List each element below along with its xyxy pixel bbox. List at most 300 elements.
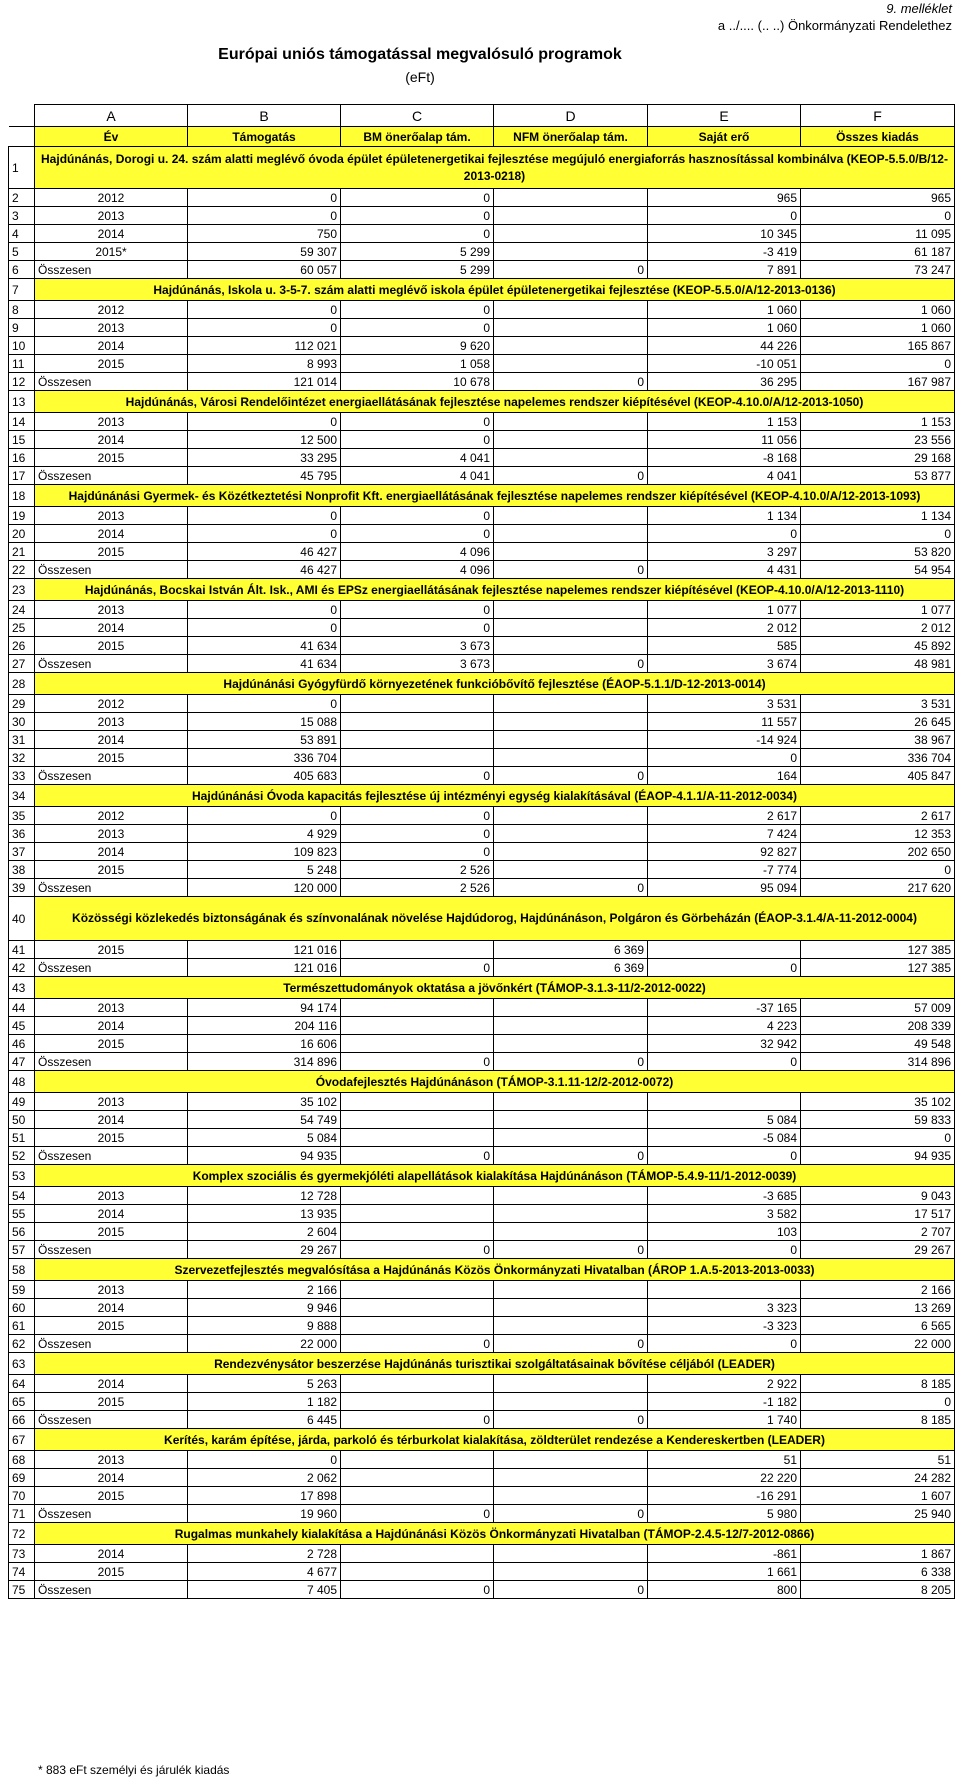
cell-bm: 0: [341, 525, 494, 543]
cell-year: 2014: [35, 619, 188, 637]
cell-total: 405 847: [801, 767, 955, 785]
cell-nfm: [494, 189, 648, 207]
row-number: 43: [9, 977, 35, 999]
cell-support: 1 182: [188, 1393, 341, 1411]
project-title: Rugalmas munkahely kialakítása a Hajdúnánási Közös Önkormányzati Hivatalban (TÁMOP-2.4.5-12/7-2012-0866): [35, 1523, 955, 1545]
cell-own: 2 617: [648, 807, 801, 825]
cell-bm: 0: [341, 825, 494, 843]
cell-support: 0: [188, 601, 341, 619]
cell-total: 0: [801, 207, 955, 225]
cell-own: -10 051: [648, 355, 801, 373]
cell-total: 54 954: [801, 561, 955, 579]
table-row: [9, 1335, 955, 1353]
cell-year: Összesen: [35, 655, 188, 673]
cell-bm: [341, 1187, 494, 1205]
col-label-nfm: NFM önerőalap tám.: [494, 127, 648, 147]
cell-support: 17 898: [188, 1487, 341, 1505]
cell-support: 94 935: [188, 1147, 341, 1165]
annex-label: 9. melléklet: [886, 1, 952, 16]
column-label-row: [9, 127, 955, 147]
cell-nfm: [494, 1563, 648, 1581]
cell-support: 750: [188, 225, 341, 243]
cell-nfm: 0: [494, 261, 648, 279]
row-number: 9: [9, 319, 35, 337]
table-row: [9, 1111, 955, 1129]
cell-year: Összesen: [35, 261, 188, 279]
row-number: 6: [9, 261, 35, 279]
project-title-row: [9, 279, 955, 301]
cell-support: 8 993: [188, 355, 341, 373]
cell-total: 1 607: [801, 1487, 955, 1505]
cell-total: 45 892: [801, 637, 955, 655]
cell-total: 13 269: [801, 1299, 955, 1317]
cell-own: [648, 1281, 801, 1299]
table-row: [9, 413, 955, 431]
cell-own: 965: [648, 189, 801, 207]
cell-own: 1 661: [648, 1563, 801, 1581]
cell-year: 2013: [35, 207, 188, 225]
cell-support: 4 929: [188, 825, 341, 843]
table-row: [9, 999, 955, 1017]
cell-bm: 5 299: [341, 243, 494, 261]
cell-bm: 5 299: [341, 261, 494, 279]
cell-bm: [341, 695, 494, 713]
row-number: 36: [9, 825, 35, 843]
cell-year: 2015: [35, 1035, 188, 1053]
cell-support: 9 946: [188, 1299, 341, 1317]
cell-nfm: 0: [494, 1053, 648, 1071]
col-label-bm: BM önerőalap tám.: [341, 127, 494, 147]
row-number: 59: [9, 1281, 35, 1299]
cell-year: 2013: [35, 1187, 188, 1205]
cell-own: 36 295: [648, 373, 801, 391]
cell-bm: [341, 1223, 494, 1241]
cell-support: 2 062: [188, 1469, 341, 1487]
cell-bm: [341, 1093, 494, 1111]
row-number: 45: [9, 1017, 35, 1035]
table-row: [9, 1393, 955, 1411]
table-row: [9, 695, 955, 713]
cell-support: 2 728: [188, 1545, 341, 1563]
cell-support: 19 960: [188, 1505, 341, 1523]
cell-support: 45 795: [188, 467, 341, 485]
row-number: 47: [9, 1053, 35, 1071]
project-title-row: [9, 785, 955, 807]
row-number: 7: [9, 279, 35, 301]
table-row: [9, 1241, 955, 1259]
cell-total: 127 385: [801, 959, 955, 977]
cell-nfm: 0: [494, 467, 648, 485]
cell-total: 314 896: [801, 1053, 955, 1071]
cell-bm: 0: [341, 189, 494, 207]
cell-year: Összesen: [35, 767, 188, 785]
cell-total: 59 833: [801, 1111, 955, 1129]
row-number: 63: [9, 1353, 35, 1375]
cell-nfm: 0: [494, 373, 648, 391]
table-row: [9, 525, 955, 543]
cell-nfm: [494, 525, 648, 543]
cell-own: 0: [648, 1053, 801, 1071]
cell-year: 2014: [35, 337, 188, 355]
row-number: 3: [9, 207, 35, 225]
cell-nfm: [494, 843, 648, 861]
cell-year: 2015: [35, 637, 188, 655]
cell-nfm: [494, 1187, 648, 1205]
cell-total: 0: [801, 861, 955, 879]
unit-label: (eFt): [405, 69, 435, 85]
cell-total: 48 981: [801, 655, 955, 673]
project-title-row: [9, 147, 955, 189]
cell-total: 35 102: [801, 1093, 955, 1111]
row-number: 68: [9, 1451, 35, 1469]
cell-bm: 0: [341, 507, 494, 525]
cell-support: 0: [188, 319, 341, 337]
cell-bm: 10 678: [341, 373, 494, 391]
cell-total: 29 168: [801, 449, 955, 467]
cell-year: 2013: [35, 1281, 188, 1299]
cell-total: 73 247: [801, 261, 955, 279]
cell-nfm: [494, 1451, 648, 1469]
cell-bm: 0: [341, 1505, 494, 1523]
row-number: 67: [9, 1429, 35, 1451]
table-row: [9, 1147, 955, 1165]
cell-support: 0: [188, 301, 341, 319]
project-title-row: [9, 391, 955, 413]
cell-own: 0: [648, 749, 801, 767]
row-number: 38: [9, 861, 35, 879]
table-row: [9, 713, 955, 731]
cell-own: 1 153: [648, 413, 801, 431]
cell-total: 11 095: [801, 225, 955, 243]
cell-support: 0: [188, 413, 341, 431]
cell-total: 6 565: [801, 1317, 955, 1335]
cell-nfm: [494, 1487, 648, 1505]
cell-bm: 2 526: [341, 879, 494, 897]
cell-support: 0: [188, 207, 341, 225]
column-letter-row: [9, 105, 955, 127]
cell-own: 92 827: [648, 843, 801, 861]
table-row: [9, 261, 955, 279]
cell-year: 2012: [35, 301, 188, 319]
cell-support: 204 116: [188, 1017, 341, 1035]
cell-own: 1 077: [648, 601, 801, 619]
table-row: [9, 337, 955, 355]
cell-bm: 4 096: [341, 561, 494, 579]
cell-nfm: [494, 825, 648, 843]
cell-nfm: [494, 713, 648, 731]
project-title-row: [9, 1353, 955, 1375]
row-number: 71: [9, 1505, 35, 1523]
table-row: [9, 301, 955, 319]
cell-year: Összesen: [35, 467, 188, 485]
cell-bm: 4 041: [341, 467, 494, 485]
cell-own: 0: [648, 1147, 801, 1165]
cell-support: 9 888: [188, 1317, 341, 1335]
row-number: 64: [9, 1375, 35, 1393]
project-title-row: [9, 1259, 955, 1281]
cell-nfm: [494, 749, 648, 767]
cell-bm: [341, 999, 494, 1017]
cell-nfm: [494, 637, 648, 655]
cell-total: 1 134: [801, 507, 955, 525]
table-row: [9, 655, 955, 673]
row-number: 60: [9, 1299, 35, 1317]
cell-nfm: [494, 449, 648, 467]
cell-bm: 0: [341, 619, 494, 637]
cell-total: 61 187: [801, 243, 955, 261]
cell-own: 3 323: [648, 1299, 801, 1317]
table-row: [9, 1581, 955, 1599]
row-number: 66: [9, 1411, 35, 1429]
row-number: 65: [9, 1393, 35, 1411]
cell-bm: [341, 1111, 494, 1129]
cell-year: 2015: [35, 543, 188, 561]
cell-bm: [341, 1281, 494, 1299]
cell-year: 2014: [35, 1111, 188, 1129]
cell-total: 202 650: [801, 843, 955, 861]
cell-nfm: [494, 1035, 648, 1053]
row-number: 14: [9, 413, 35, 431]
cell-own: 32 942: [648, 1035, 801, 1053]
cell-own: -8 168: [648, 449, 801, 467]
row-number: 5: [9, 243, 35, 261]
cell-year: Összesen: [35, 373, 188, 391]
cell-total: 38 967: [801, 731, 955, 749]
cell-bm: 0: [341, 207, 494, 225]
cell-own: 95 094: [648, 879, 801, 897]
cell-total: 127 385: [801, 941, 955, 959]
row-number: 24: [9, 601, 35, 619]
cell-nfm: [494, 319, 648, 337]
cell-bm: 0: [341, 767, 494, 785]
table-row: [9, 1375, 955, 1393]
project-title: Hajdúnánás, Dorogi u. 24. szám alatti meglévő óvoda épület épületenergetikai fejlesztése megújuló energiaforrás hasznosítással kombinálva (KEOP-5.5.0/B/12-2013-0218): [35, 147, 955, 189]
table-row: [9, 225, 955, 243]
cell-support: 0: [188, 695, 341, 713]
row-number: 25: [9, 619, 35, 637]
cell-own: 11 557: [648, 713, 801, 731]
row-number: 42: [9, 959, 35, 977]
cell-total: 0: [801, 525, 955, 543]
row-number: 33: [9, 767, 35, 785]
cell-total: 53 877: [801, 467, 955, 485]
cell-total: 167 987: [801, 373, 955, 391]
cell-support: 405 683: [188, 767, 341, 785]
cell-year: 2015: [35, 861, 188, 879]
table-row: [9, 1299, 955, 1317]
cell-total: 8 185: [801, 1375, 955, 1393]
row-number: 18: [9, 485, 35, 507]
cell-nfm: [494, 225, 648, 243]
table-row: [9, 749, 955, 767]
cell-own: 0: [648, 1335, 801, 1353]
cell-nfm: [494, 1205, 648, 1223]
table-row: [9, 1451, 955, 1469]
table-row: [9, 959, 955, 977]
cell-year: 2014: [35, 431, 188, 449]
cell-nfm: [494, 243, 648, 261]
table-row: [9, 449, 955, 467]
cell-total: 94 935: [801, 1147, 955, 1165]
col-label-support: Támogatás: [188, 127, 341, 147]
table-row: [9, 543, 955, 561]
cell-bm: 9 620: [341, 337, 494, 355]
cell-year: Összesen: [35, 1581, 188, 1599]
row-number: 52: [9, 1147, 35, 1165]
cell-year: 2015: [35, 355, 188, 373]
cell-nfm: [494, 1093, 648, 1111]
cell-total: 9 043: [801, 1187, 955, 1205]
cell-total: 26 645: [801, 713, 955, 731]
cell-year: 2013: [35, 507, 188, 525]
table-row: [9, 843, 955, 861]
project-title-row: [9, 977, 955, 999]
cell-support: 2 166: [188, 1281, 341, 1299]
cell-own: 5 084: [648, 1111, 801, 1129]
cell-bm: [341, 1487, 494, 1505]
table-row: [9, 1411, 955, 1429]
cell-bm: [341, 1393, 494, 1411]
cell-bm: 4 041: [341, 449, 494, 467]
table-row: [9, 807, 955, 825]
cell-nfm: [494, 1111, 648, 1129]
row-number: 26: [9, 637, 35, 655]
row-number: 13: [9, 391, 35, 413]
cell-bm: [341, 749, 494, 767]
decree-reference: a ../.... (.. ..) Önkormányzati Rendelethez: [717, 18, 952, 33]
cell-nfm: [494, 1129, 648, 1147]
cell-nfm: [494, 1317, 648, 1335]
row-number: 22: [9, 561, 35, 579]
cell-year: 2014: [35, 225, 188, 243]
project-title-row: [9, 1429, 955, 1451]
cell-total: 51: [801, 1451, 955, 1469]
table-row: [9, 619, 955, 637]
cell-year: 2015: [35, 449, 188, 467]
row-number: 34: [9, 785, 35, 807]
table-row: [9, 561, 955, 579]
cell-nfm: [494, 999, 648, 1017]
cell-total: 8 205: [801, 1581, 955, 1599]
col-label-total: Összes kiadás: [801, 127, 955, 147]
table-row: [9, 731, 955, 749]
cell-support: 0: [188, 1451, 341, 1469]
row-number: 32: [9, 749, 35, 767]
cell-own: 10 345: [648, 225, 801, 243]
cell-nfm: [494, 1393, 648, 1411]
cell-total: 1 060: [801, 301, 955, 319]
cell-year: 2015: [35, 941, 188, 959]
cell-bm: 2 526: [341, 861, 494, 879]
cell-bm: 0: [341, 1411, 494, 1429]
cell-own: [648, 1093, 801, 1111]
row-number: 40: [9, 897, 35, 941]
row-number: 75: [9, 1581, 35, 1599]
project-title: Természettudományok oktatása a jövőnkért (TÁMOP-3.1.3-11/2-2012-0022): [35, 977, 955, 999]
cell-bm: 0: [341, 601, 494, 619]
cell-year: 2013: [35, 713, 188, 731]
row-number: 39: [9, 879, 35, 897]
cell-year: Összesen: [35, 1411, 188, 1429]
cell-support: 60 057: [188, 261, 341, 279]
cell-bm: [341, 1205, 494, 1223]
project-title: Rendezvénysátor beszerzése Hajdúnánás turisztikai szolgáltatásainak bővítése céljából (LEADER): [35, 1353, 955, 1375]
row-number: 31: [9, 731, 35, 749]
cell-nfm: [494, 507, 648, 525]
cell-own: 7 424: [648, 825, 801, 843]
cell-year: 2012: [35, 189, 188, 207]
cell-year: 2015: [35, 1317, 188, 1335]
cell-support: 46 427: [188, 543, 341, 561]
cell-nfm: [494, 413, 648, 431]
row-number: 28: [9, 673, 35, 695]
cell-total: 2 617: [801, 807, 955, 825]
cell-year: 2014: [35, 1469, 188, 1487]
table-row: [9, 861, 955, 879]
row-number: 16: [9, 449, 35, 467]
cell-year: 2013: [35, 413, 188, 431]
row-number: 44: [9, 999, 35, 1017]
table-row: [9, 1205, 955, 1223]
cell-support: 0: [188, 807, 341, 825]
cell-total: 6 338: [801, 1563, 955, 1581]
cell-total: 22 000: [801, 1335, 955, 1353]
cell-own: 1 740: [648, 1411, 801, 1429]
cell-own: 3 582: [648, 1205, 801, 1223]
project-title: Hajdúnánási Óvoda kapacitás fejlesztése új intézményi egység kialakításával (ÉAOP-4.1.1/A-11-2012-0034): [35, 785, 955, 807]
cell-own: -5 084: [648, 1129, 801, 1147]
cell-year: 2013: [35, 1451, 188, 1469]
cell-total: 1 077: [801, 601, 955, 619]
row-number: 10: [9, 337, 35, 355]
cell-nfm: 6 369: [494, 941, 648, 959]
table-row: [9, 941, 955, 959]
cell-bm: [341, 1563, 494, 1581]
row-number: 35: [9, 807, 35, 825]
cell-bm: 0: [341, 1053, 494, 1071]
cell-nfm: [494, 543, 648, 561]
row-number: 69: [9, 1469, 35, 1487]
col-letter-c: C: [341, 105, 494, 127]
table-row: [9, 1223, 955, 1241]
cell-year: 2015: [35, 749, 188, 767]
table-row: [9, 189, 955, 207]
cell-nfm: [494, 619, 648, 637]
cell-nfm: 0: [494, 1581, 648, 1599]
cell-year: 2012: [35, 807, 188, 825]
cell-support: 7 405: [188, 1581, 341, 1599]
table-row: [9, 507, 955, 525]
cell-own: -7 774: [648, 861, 801, 879]
cell-bm: [341, 1451, 494, 1469]
cell-nfm: [494, 1375, 648, 1393]
row-number: 54: [9, 1187, 35, 1205]
cell-own: 1 060: [648, 301, 801, 319]
project-title-row: [9, 1071, 955, 1093]
row-number: 53: [9, 1165, 35, 1187]
row-number: 29: [9, 695, 35, 713]
cell-year: 2015*: [35, 243, 188, 261]
cell-year: 2015: [35, 1487, 188, 1505]
cell-nfm: 0: [494, 561, 648, 579]
cell-nfm: [494, 1469, 648, 1487]
cell-year: 2015: [35, 1129, 188, 1147]
cell-year: 2014: [35, 1545, 188, 1563]
project-title: Hajdúnánás, Iskola u. 3-5-7. szám alatti meglévő iskola épület épületenergetikai fejlesztése (KEOP-5.5.0/A/12-2013-0136): [35, 279, 955, 301]
table-row: [9, 767, 955, 785]
cell-nfm: [494, 861, 648, 879]
cell-bm: 0: [341, 301, 494, 319]
